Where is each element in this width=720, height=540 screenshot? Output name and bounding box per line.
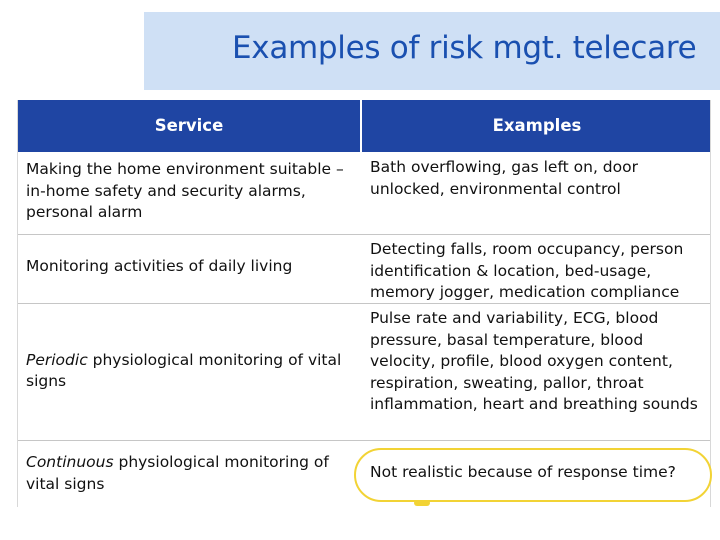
table-row [18, 152, 710, 235]
service-cell [18, 152, 362, 234]
service-text [26, 452, 354, 495]
examples-cell [362, 441, 710, 507]
service-emphasis: Periodic [26, 350, 88, 369]
service-cell [18, 441, 362, 507]
table-row [18, 235, 710, 304]
service-cell [18, 235, 362, 303]
examples-cell [362, 235, 710, 303]
highlight-tail-mark [414, 500, 430, 506]
table-row [18, 304, 710, 441]
risk-management-table [17, 100, 711, 507]
header-service: Service [18, 100, 362, 152]
service-emphasis: Continuous [26, 453, 114, 471]
slide-title: Examples of risk mgt. telecare [232, 30, 697, 66]
service-rest: physiological monitoring of vital signs [26, 350, 342, 390]
examples-text: Bath overflowing, gas left on, door unlocked, environmental control [370, 158, 638, 198]
examples-text: Not realistic because of response time? [370, 463, 676, 481]
examples-cell [362, 152, 710, 234]
examples-cell [362, 304, 710, 440]
table-row [18, 441, 710, 507]
header-examples: Examples [492, 116, 582, 136]
service-text: Making the home environment suitable – in-home safety and security alarms, personal alarm [26, 160, 344, 221]
service-rest: physiological monitoring of vital signs [26, 453, 329, 493]
service-text [26, 350, 354, 393]
service-text: Monitoring activities of daily living [26, 257, 293, 276]
examples-text: Detecting falls, room occupancy, person identification & location, bed-usage, memory jogger, medication compliance [370, 240, 684, 301]
examples-text: Pulse rate and variability, ECG, blood pressure, basal temperature, blood velocity, profile, blood oxygen content, respiration, sweating, pallor, throat inflammation, heart and breathing sounds [370, 309, 698, 413]
service-cell [18, 304, 362, 440]
table-header-row [18, 100, 710, 152]
